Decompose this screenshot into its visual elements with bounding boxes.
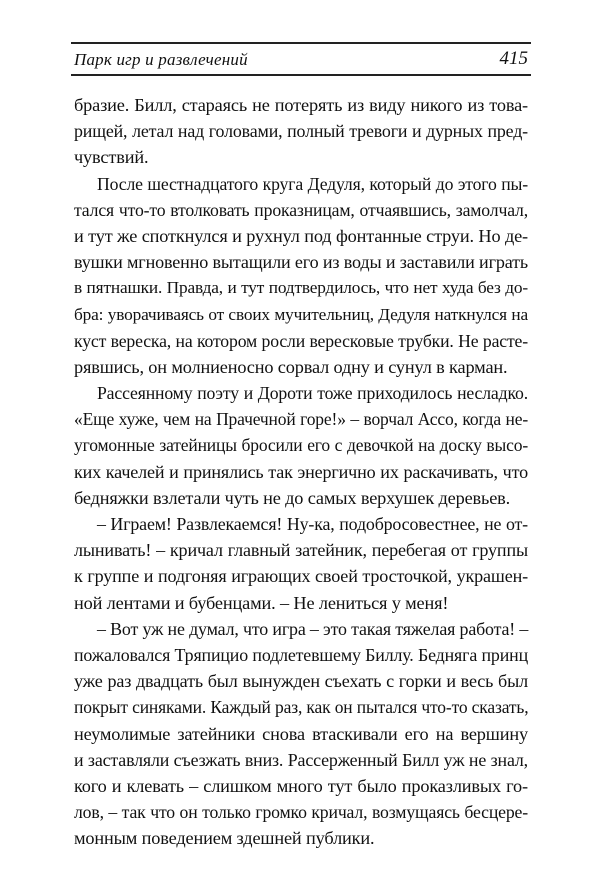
page-number: 415	[499, 48, 528, 69]
text-line: тался что-то втолковать проказницам, отчаявшись, замолчал,	[74, 199, 528, 220]
text-line: кого и клевать – слишком много тут было проказливых го-	[74, 775, 528, 796]
text-line: бразие. Билл, стараясь не потерять из виду никого из това-	[74, 95, 528, 115]
text-line: покрыт синяками. Каждый раз, как он пытался что-то сказать,	[74, 697, 529, 718]
text-line: и заставляли съезжать вниз. Рассерженный Билл уж не знал,	[74, 749, 528, 770]
text-line: к группе и подгоняя играющих своей тросточкой, украшен-	[74, 566, 528, 587]
text-line: лынивать! – кричал главный затейник, перебегая от группы	[74, 540, 528, 561]
text-line: неумолимые затейники снова втаскивали его на вершину	[74, 723, 528, 744]
text-line: бедняжки взлетали чуть не до самых верхушек деревьев.	[74, 487, 511, 508]
text-line: и тут же споткнулся и рухнул под фонтанные струи. Но де-	[74, 225, 528, 246]
text-line: чувствий.	[74, 147, 149, 168]
text-line: куст вереска, на котором росли вересковые трубки. Не расте-	[74, 330, 528, 351]
text-line: вушки мгновенно вытащили его из воды и заставили играть	[74, 252, 529, 273]
text-line: лов, – так что он только громко кричал, возмущаясь бесцере-	[74, 802, 528, 823]
text-line: ной лентами и бубенцами. – Не лениться у меня!	[74, 592, 449, 613]
text-line: в пятнашки. Правда, и тут подтвердилось, что нет худа без до-	[74, 278, 528, 298]
text-line: После шестнадцатого круга Дедуля, который до этого пы-	[97, 173, 528, 194]
text-line: бра: уворачиваясь от своих мучительниц, Дедуля наткнулся на	[74, 304, 528, 324]
text-line: Рассеянному поэту и Дороти тоже приходилось несладко.	[97, 383, 528, 404]
running-header	[71, 42, 531, 76]
text-line: рявшись, он молниеносно сорвал одну и сунул в карман.	[74, 356, 508, 377]
body-text	[74, 92, 528, 851]
text-line: ких качелей и принялись так энергично их раскачивать, что	[74, 461, 528, 482]
text-line: «Еще хуже, чем на Прачечной горе!» – ворчал Ассо, когда не-	[74, 409, 528, 430]
text-line: – Вот уж не думал, что игра – это такая тяжелая работа! –	[97, 618, 529, 639]
text-line: рищей, летал над головами, полный тревоги и дурных пред-	[74, 121, 528, 142]
text-line: монным поведением здешней публики.	[74, 828, 375, 849]
text-line: уже раз двадцать был вынужден съехать с горки и весь был	[74, 671, 528, 692]
text-line: пожаловался Тряпицио подлетевшему Биллу. Бедняга принц	[74, 644, 528, 665]
running-title: Парк игр и развлечений	[74, 50, 248, 69]
text-line: – Играем! Развлекаемся! Ну-ка, подобросовестнее, не от-	[97, 514, 528, 534]
text-line: угомонные затейницы бросили его с девочкой на доску высо-	[74, 435, 528, 456]
